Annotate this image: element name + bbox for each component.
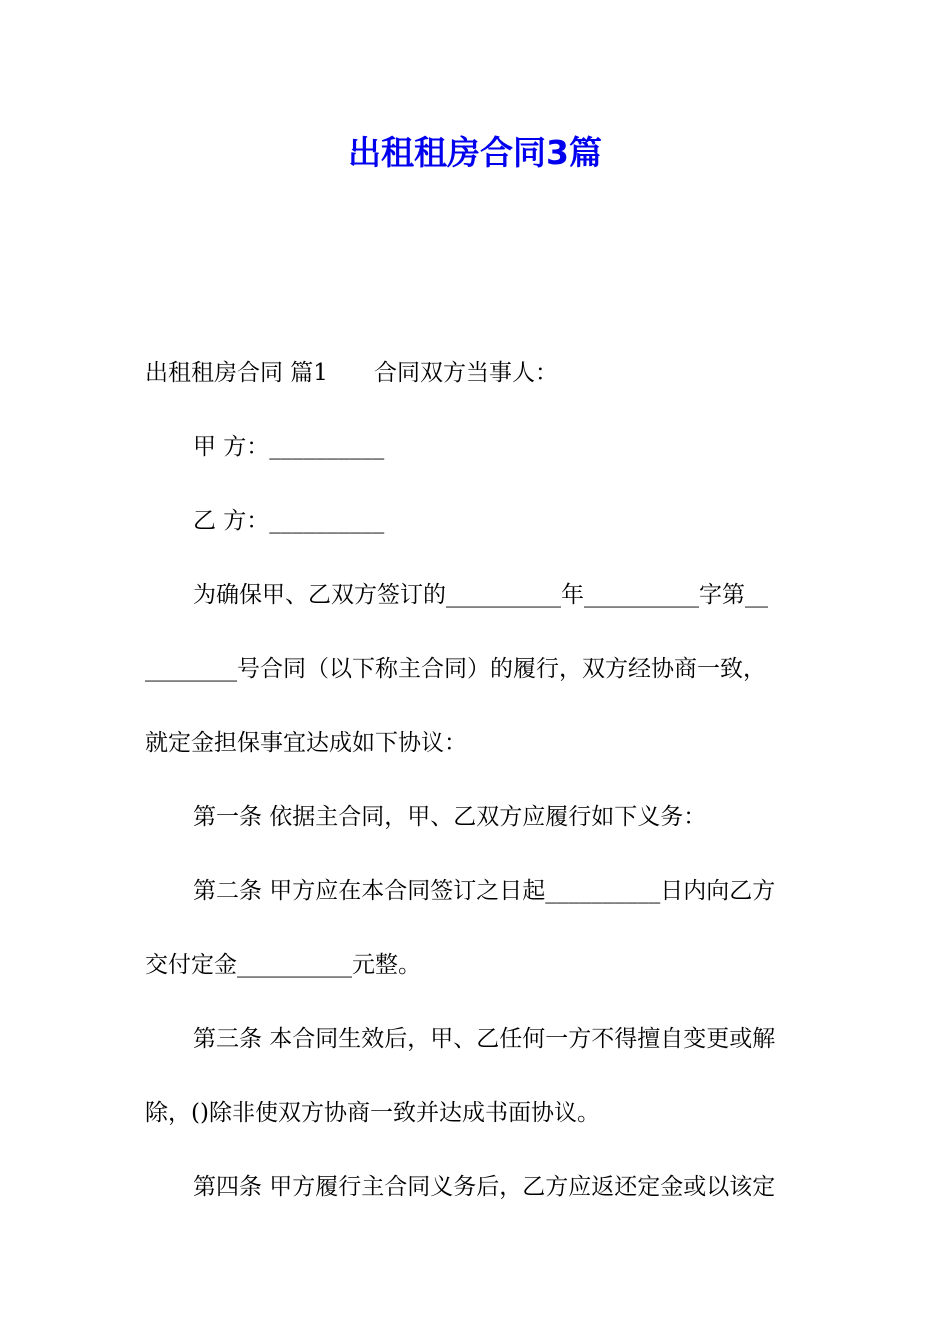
party-a-line: 甲 方：__________ bbox=[193, 434, 385, 460]
document-title: 出租租房合同3篇 bbox=[348, 133, 602, 172]
parties-label: 合同双方当事人： bbox=[373, 360, 558, 386]
paragraph-line: ________号合同（以下称主合同）的履行，双方经协商一致， bbox=[145, 656, 766, 682]
paragraph-line: 就定金担保事宜达成如下协议： bbox=[145, 730, 467, 756]
document-body bbox=[145, 336, 810, 1224]
party-b-line: 乙 方：__________ bbox=[193, 508, 385, 534]
article-2-line: 第二条 甲方应在本合同签订之日起__________日内向乙方 bbox=[193, 878, 776, 904]
paragraph-line: 为确保甲、乙双方签订的__________年__________字第__ bbox=[193, 582, 768, 608]
paragraph-line: 除，()除非使双方协商一致并达成书面协议。 bbox=[145, 1100, 600, 1126]
article-3-line: 第三条 本合同生效后，甲、乙任何一方不得擅自变更或解 bbox=[193, 1026, 776, 1052]
paragraph-line: 交付定金__________元整。 bbox=[145, 952, 421, 978]
section-heading: 出租租房合同 篇1 bbox=[145, 360, 328, 386]
section-heading-line bbox=[145, 336, 810, 410]
article-4-line: 第四条 甲方履行主合同义务后，乙方应返还定金或以该定 bbox=[193, 1174, 776, 1200]
article-1-line: 第一条 依据主合同，甲、乙双方应履行如下义务： bbox=[193, 804, 707, 830]
